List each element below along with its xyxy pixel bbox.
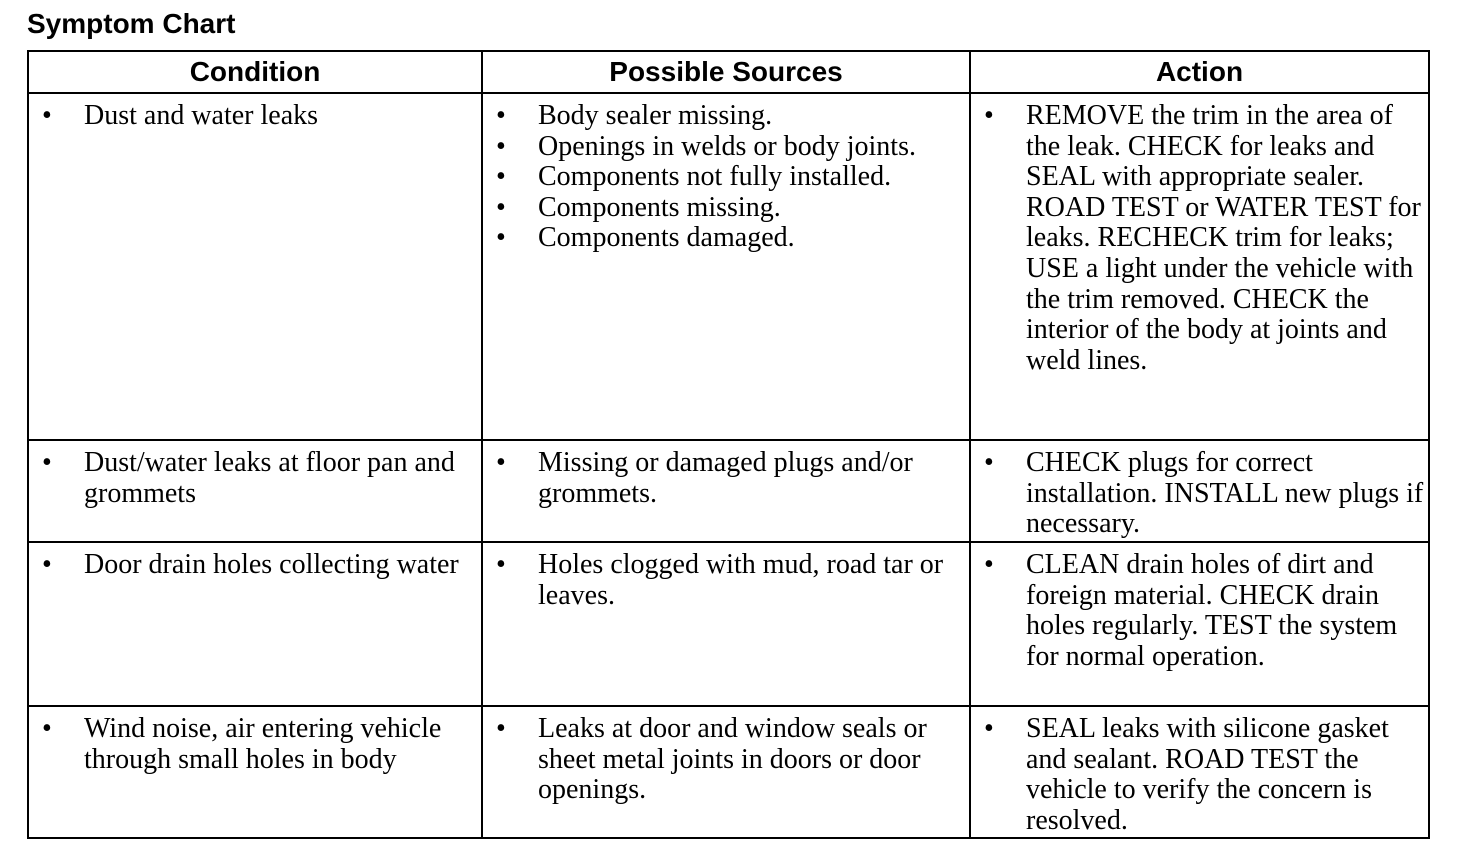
bullet-icon: • xyxy=(42,447,52,478)
bullet-icon: • xyxy=(496,713,506,744)
bullet-icon: • xyxy=(984,713,994,744)
action-cell xyxy=(970,706,1429,838)
list-item xyxy=(971,714,1424,836)
bullet-icon: • xyxy=(496,161,506,193)
source-text: Openings in welds or body joints. xyxy=(538,130,916,162)
bullet-icon: • xyxy=(42,713,52,744)
sources-cell xyxy=(482,440,970,542)
action-cell xyxy=(970,542,1429,706)
header-action: Action xyxy=(970,51,1429,93)
list-item xyxy=(483,223,965,254)
list-item xyxy=(483,101,965,132)
list-item xyxy=(483,162,965,193)
table-row xyxy=(28,93,1429,440)
source-text: Components not fully installed. xyxy=(538,161,892,193)
table-row xyxy=(28,706,1429,838)
sources-cell xyxy=(482,706,970,838)
list-item xyxy=(971,550,1424,672)
page-title: Symptom Chart xyxy=(27,8,236,39)
source-text: Components damaged. xyxy=(538,222,795,254)
action-text: CLEAN drain holes of dirt and foreign material. CHECK drain holes regularly. TEST the system for normal operation. xyxy=(1026,549,1398,672)
source-text: Missing or damaged plugs and/or grommets. xyxy=(538,447,913,509)
sources-cell xyxy=(482,542,970,706)
bullet-icon: • xyxy=(984,549,994,580)
action-cell xyxy=(970,93,1429,440)
bullet-icon: • xyxy=(496,191,506,223)
bullet-icon: • xyxy=(496,447,506,478)
bullet-icon: • xyxy=(42,100,52,131)
bullet-icon: • xyxy=(984,447,994,478)
table-row xyxy=(28,440,1429,542)
bullet-icon: • xyxy=(42,549,52,580)
list-item xyxy=(29,448,477,509)
list-item xyxy=(483,714,965,806)
source-text: Components missing. xyxy=(538,191,781,223)
list-item xyxy=(971,101,1424,376)
action-text: REMOVE the trim in the area of the leak. CHECK for leaks and SEAL with appropriate sealer. ROAD TEST or WATER TEST for leaks. RECHECK trim for leaks; USE a light under the vehicle with the trim removed. CHECK the interior of the body at joints and weld lines. xyxy=(1026,100,1421,376)
list-item xyxy=(971,448,1424,540)
header-row xyxy=(28,51,1429,93)
bullet-icon: • xyxy=(496,130,506,162)
condition-cell xyxy=(28,706,482,838)
condition-text: Door drain holes collecting water xyxy=(84,549,459,580)
sources-cell xyxy=(482,93,970,440)
list-item xyxy=(29,714,477,775)
bullet-icon: • xyxy=(984,100,994,131)
action-text: SEAL leaks with silicone gasket and sealant. ROAD TEST the vehicle to verify the concern is resolved. xyxy=(1026,713,1389,836)
header-condition: Condition xyxy=(28,51,482,93)
bullet-icon: • xyxy=(496,222,506,254)
condition-text: Wind noise, air entering vehicle through small holes in body xyxy=(84,713,442,775)
list-item xyxy=(483,448,965,509)
action-text: CHECK plugs for correct installation. INSTALL new plugs if necessary. xyxy=(1026,447,1424,540)
table-row xyxy=(28,542,1429,706)
condition-text: Dust/water leaks at floor pan and grommets xyxy=(84,447,455,509)
symptom-chart-table xyxy=(27,50,1430,839)
header-possible-sources: Possible Sources xyxy=(482,51,970,93)
list-item xyxy=(29,101,477,132)
source-text: Leaks at door and window seals or sheet metal joints in doors or door openings. xyxy=(538,713,927,806)
condition-cell xyxy=(28,542,482,706)
list-item xyxy=(29,550,477,581)
condition-cell xyxy=(28,440,482,542)
list-item xyxy=(483,132,965,163)
list-item xyxy=(483,550,965,611)
list-item xyxy=(483,193,965,224)
bullet-icon: • xyxy=(496,100,506,131)
bullet-icon: • xyxy=(496,549,506,580)
condition-text: Dust and water leaks xyxy=(84,100,319,131)
source-text: Holes clogged with mud, road tar or leaves. xyxy=(538,549,944,611)
source-text: Body sealer missing. xyxy=(538,100,773,131)
action-cell xyxy=(970,440,1429,542)
condition-cell xyxy=(28,93,482,440)
